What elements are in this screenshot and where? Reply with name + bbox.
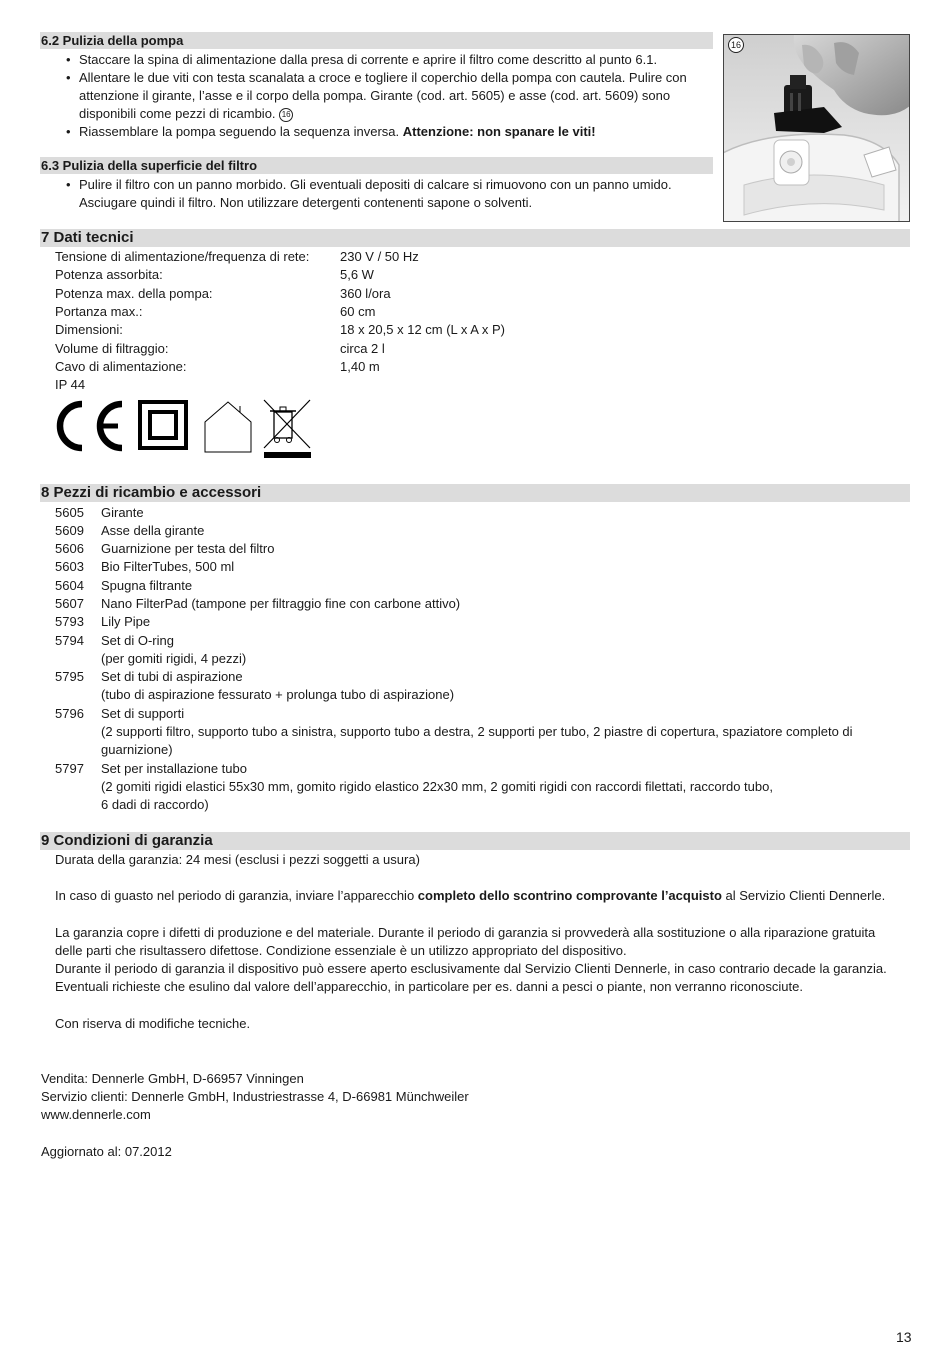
s62-bullet-3-text: Riassemblare la pompa seguendo la sequenza inversa. — [79, 124, 400, 139]
weee-bin-icon — [264, 400, 311, 458]
tech-label: Potenza max. della pompa: — [55, 286, 213, 301]
s62-bullet-2-text: disponibili come pezzi di ricambio. — [79, 106, 276, 121]
s63-bullet-1-line-1: Pulire il filtro con un panno morbido. Gli eventuali depositi di calcare si rimuovono con un panno umido. — [79, 177, 672, 192]
part-code: 5794 — [55, 633, 84, 648]
section-title-9: 9 Condizioni di garanzia — [41, 832, 213, 849]
figure-number-badge: 16 — [728, 37, 744, 53]
part-description-detail: (per gomiti rigidi, 4 pezzi) — [101, 651, 247, 666]
tech-value: circa 2 l — [340, 341, 385, 356]
s62-bullet-3 — [79, 123, 596, 141]
part-code: 5604 — [55, 578, 84, 593]
tech-value: 18 x 20,5 x 12 cm (L x A x P) — [340, 322, 505, 337]
warranty-claim-emphasis: completo dello scontrino comprovante l’acquisto — [417, 888, 722, 903]
part-description: Lily Pipe — [101, 614, 151, 629]
footer-service: Servizio clienti: Dennerle GmbH, Industriestrasse 4, D-66981 Münchweiler — [41, 1089, 469, 1104]
tech-label: Tensione di alimentazione/frequenza di rete: — [55, 249, 310, 264]
technical-changes-note: Con riserva di modifiche tecniche. — [55, 1016, 251, 1031]
part-description-detail: (2 supporti filtro, supporto tubo a sinistra, supporto tubo a destra, 2 supporti per tubo, 2 piastre di copertura, spaziatore completo di — [101, 724, 853, 739]
part-description: Guarnizione per testa del filtro — [101, 541, 275, 556]
s62-bullet-2-line-2: attenzione il girante, l’asse e il corpo della pompa. Girante (cod. art. 5605) e asse (cod. art. 5609) sono — [79, 88, 671, 103]
part-description-detail: guarnizione) — [101, 742, 173, 757]
tech-label: IP 44 — [55, 377, 86, 392]
part-code: 5793 — [55, 614, 84, 629]
warranty-claim-paragraph — [55, 887, 885, 905]
section-title-6-3: 6.3 Pulizia della superficie del filtro — [41, 158, 258, 173]
bullet-dot: • — [66, 52, 71, 67]
part-description: Set di O-ring — [101, 633, 174, 648]
double-insulation-icon — [140, 402, 186, 448]
tech-value: 360 l/ora — [340, 286, 391, 301]
tech-value: 230 V / 50 Hz — [340, 249, 419, 264]
pump-photo-illustration — [724, 35, 910, 222]
part-description: Girante — [101, 505, 144, 520]
part-description-detail: 6 dadi di raccordo) — [101, 797, 209, 812]
s62-bullet-3-warning: Attenzione: non spanare le viti! — [402, 124, 596, 139]
section-title-8: 8 Pezzi di ricambio e accessori — [41, 484, 262, 501]
tech-label: Volume di filtraggio: — [55, 341, 169, 356]
pump-disassembly-photo — [723, 34, 910, 222]
ce-mark-icon — [60, 404, 122, 448]
part-description: Spugna filtrante — [101, 578, 193, 593]
part-code: 5609 — [55, 523, 84, 538]
warranty-coverage-line: La garanzia copre i difetti di produzione e del materiale. Durante il periodo di garanzia si provvederà alla sostituzione o alla riparazione gratuita — [55, 925, 876, 940]
tech-value: 5,6 W — [340, 267, 374, 282]
part-code: 5797 — [55, 761, 84, 776]
page-number: 13 — [896, 1329, 912, 1345]
s63-bullet-1-line-2: Asciugare quindi il filtro. Non utilizzare detergenti contenenti sapone o solventi. — [79, 195, 533, 210]
indoor-use-icon — [205, 402, 251, 452]
bullet-dot: • — [66, 177, 71, 192]
section-title-7: 7 Dati tecnici — [41, 229, 134, 246]
part-code: 5796 — [55, 706, 84, 721]
footer-website-link[interactable]: www.dennerle.com — [41, 1107, 151, 1122]
part-description: Asse della girante — [101, 523, 205, 538]
tech-label: Portanza max.: — [55, 304, 143, 319]
warranty-claim-text: In caso di guasto nel periodo di garanzia, inviare l’apparecchio — [55, 888, 418, 903]
warranty-claim-text-end: al Servizio Clienti Dennerle. — [721, 888, 886, 903]
part-code: 5606 — [55, 541, 84, 556]
warranty-coverage-line: delle parti che risultassero difettose. Condizione essenziale è un utilizzo appropriato del dispositivo. — [55, 943, 627, 958]
part-description: Bio FilterTubes, 500 ml — [101, 559, 235, 574]
part-description: Set di tubi di aspirazione — [101, 669, 243, 684]
bullet-dot: • — [66, 124, 71, 139]
part-description: Set per installazione tubo — [101, 761, 247, 776]
s62-bullet-2-line-1: Allentare le due viti con testa scanalata a croce e togliere il coperchio della pompa con cautela. Pulire con — [79, 70, 687, 85]
part-description-detail: (2 gomiti rigidi elastici 55x30 mm, gomito rigido elastico 22x30 mm, 2 gomiti rigidi con raccordi filettati, raccordo tubo, — [101, 779, 773, 794]
s62-bullet-1: Staccare la spina di alimentazione dalla presa di corrente e aprire il filtro come descritto al punto 6.1. — [79, 52, 658, 67]
part-code: 5795 — [55, 669, 84, 684]
warranty-coverage-line: Eventuali richieste che esulino dal valore dell’apparecchio, in particolare per es. danni a pesci o piante, non verranno riconosciute. — [55, 979, 803, 994]
tech-label: Potenza assorbita: — [55, 267, 163, 282]
tech-value: 1,40 m — [340, 359, 380, 374]
s62-bullet-2-line-3 — [79, 105, 293, 123]
footer-sales: Vendita: Dennerle GmbH, D-66957 Vinningen — [41, 1071, 304, 1086]
part-description-detail: (tubo di aspirazione fessurato + prolunga tubo di aspirazione) — [101, 687, 455, 702]
tech-label: Cavo di alimentazione: — [55, 359, 187, 374]
warranty-coverage-line: Durante il periodo di garanzia il dispositivo può essere aperto esclusivamente dal Servizio Clienti Dennerle, in caso contrario decade la garanzia. — [55, 961, 887, 976]
part-description: Nano FilterPad (tampone per filtraggio fine con carbone attivo) — [101, 596, 461, 611]
part-description: Set di supporti — [101, 706, 185, 721]
tech-label: Dimensioni: — [55, 322, 123, 337]
bullet-dot: • — [66, 70, 71, 85]
certification-symbols — [54, 398, 314, 462]
part-code: 5605 — [55, 505, 84, 520]
warranty-duration: Durata della garanzia: 24 mesi (esclusi i pezzi soggetti a usura) — [55, 852, 420, 867]
section-bar-7 — [40, 229, 910, 247]
section-title-6-2: 6.2 Pulizia della pompa — [41, 33, 184, 48]
tech-value: 60 cm — [340, 304, 376, 319]
footer-updated-date: Aggiornato al: 07.2012 — [41, 1144, 172, 1159]
part-code: 5607 — [55, 596, 84, 611]
part-code: 5603 — [55, 559, 84, 574]
figure-reference-badge: 16 — [279, 108, 293, 122]
